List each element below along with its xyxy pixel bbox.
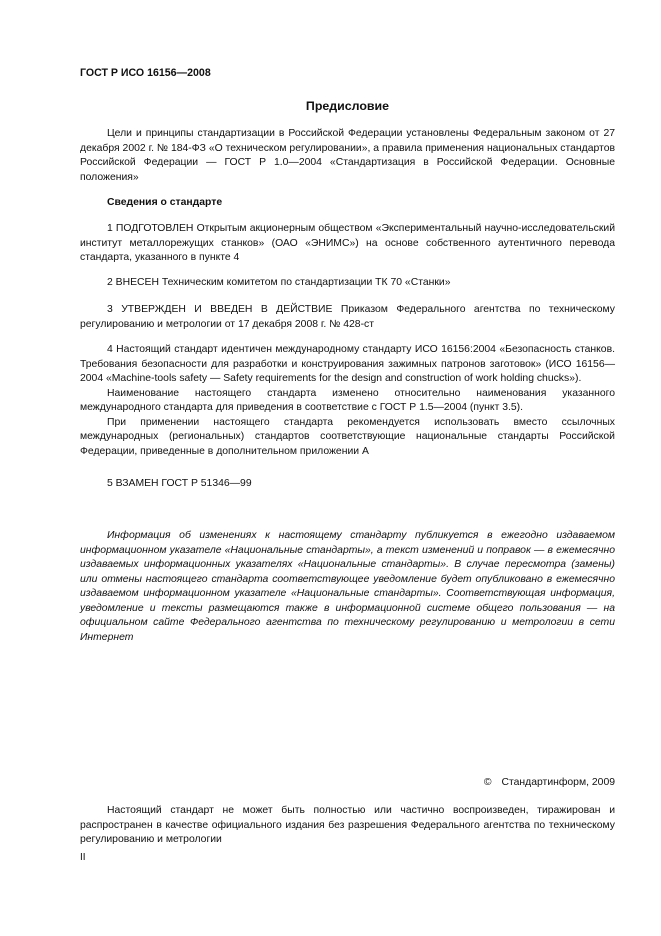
standard-info-heading: Сведения о стандарте — [107, 197, 223, 208]
info-item-4 — [80, 343, 615, 459]
info-item-4-name-note: Наименование настоящего стандарта изменено относительно наименования указанного международного стандарта для приведения в соответствие с ГОСТ Р 1.5—2004 (пункт 3.5). — [80, 387, 615, 413]
reprint-restriction: Настоящий стандарт не может быть полностью или частично воспроизведен, тиражирован и распространен в качестве официального издания без разрешения Федерального агентства по техническому регулированию и метрологии — [80, 805, 615, 845]
info-item-3: 3 УТВЕРЖДЕН И ВВЕДЕН В ДЕЙСТВИЕ Приказом Федерального агентства по техническому регулированию и метрологии от 17 декабря 2008 г. № 428-ст — [80, 304, 615, 330]
changes-notice: Информация об изменениях к настоящему стандарту публикуется в ежегодно издаваемом информационном указателе «Национальные стандарты», а текст изменений и поправок — в ежемесячно издаваемых информационных указателях «Национальные стандарты». В случае пересмотра (замены) или отмены настоящего стандарта соответствующее уведомление будет опубликовано в ежемесячно издаваемом информационном указателе «Национальные стандарты». Соответствующая информация, уведомление и тексты размещаются также в информационной системе общего пользования — на официальном сайте Федерального агентства по техническому регулированию и метрологии в сети Интернет — [80, 530, 615, 643]
intro-paragraph: Цели и принципы стандартизации в Российской Федерации установлены Федеральным законом от 27 декабря 2002 г. № 184-ФЗ «О техническом регулировании», а правила применения национальных стандартов Российской Федерации — ГОСТ Р 1.0—2004 «Стандартизация в Российской Федерации. Основные положения» — [80, 128, 615, 183]
info-item-5: 5 ВЗАМЕН ГОСТ Р 51346—99 — [107, 478, 252, 489]
info-item-1: 1 ПОДГОТОВЛЕН Открытым акционерным обществом «Экспериментальный научно-исследовательский институт металлорежущих станков» (ОАО «ЭНИМС») на основе собственного аутентичного перевода стандарта, указанного в пункте 4 — [80, 223, 615, 263]
info-item-2: 2 ВНЕСЕН Техническим комитетом по стандартизации ТК 70 «Станки» — [107, 277, 451, 288]
page-title: Предисловие — [305, 99, 390, 113]
copyright-symbol: © — [483, 777, 492, 788]
document-code-header: ГОСТ Р ИСО 16156—2008 — [80, 67, 211, 79]
info-item-4-main: 4 Настоящий стандарт идентичен международному стандарту ИСО 16156:2004 «Безопасность станков. Требования безопасности для разработки и конструирования зажимных патронов заготовок» (ИСО 16156—2004 «Machine-tools safety — Safety requirements for the design and construction of work holding chucks»). — [80, 344, 615, 384]
copyright-line — [80, 776, 615, 791]
copyright-holder: Стандартинформ, 2009 — [501, 777, 615, 788]
page-number: II — [80, 852, 86, 863]
info-item-4-usage-note: При применении настоящего стандарта рекомендуется использовать вместо ссылочных международных (региональных) стандартов соответствующие национальные стандарты Российской Федерации, приведенные в дополнительном приложении А — [80, 416, 615, 457]
